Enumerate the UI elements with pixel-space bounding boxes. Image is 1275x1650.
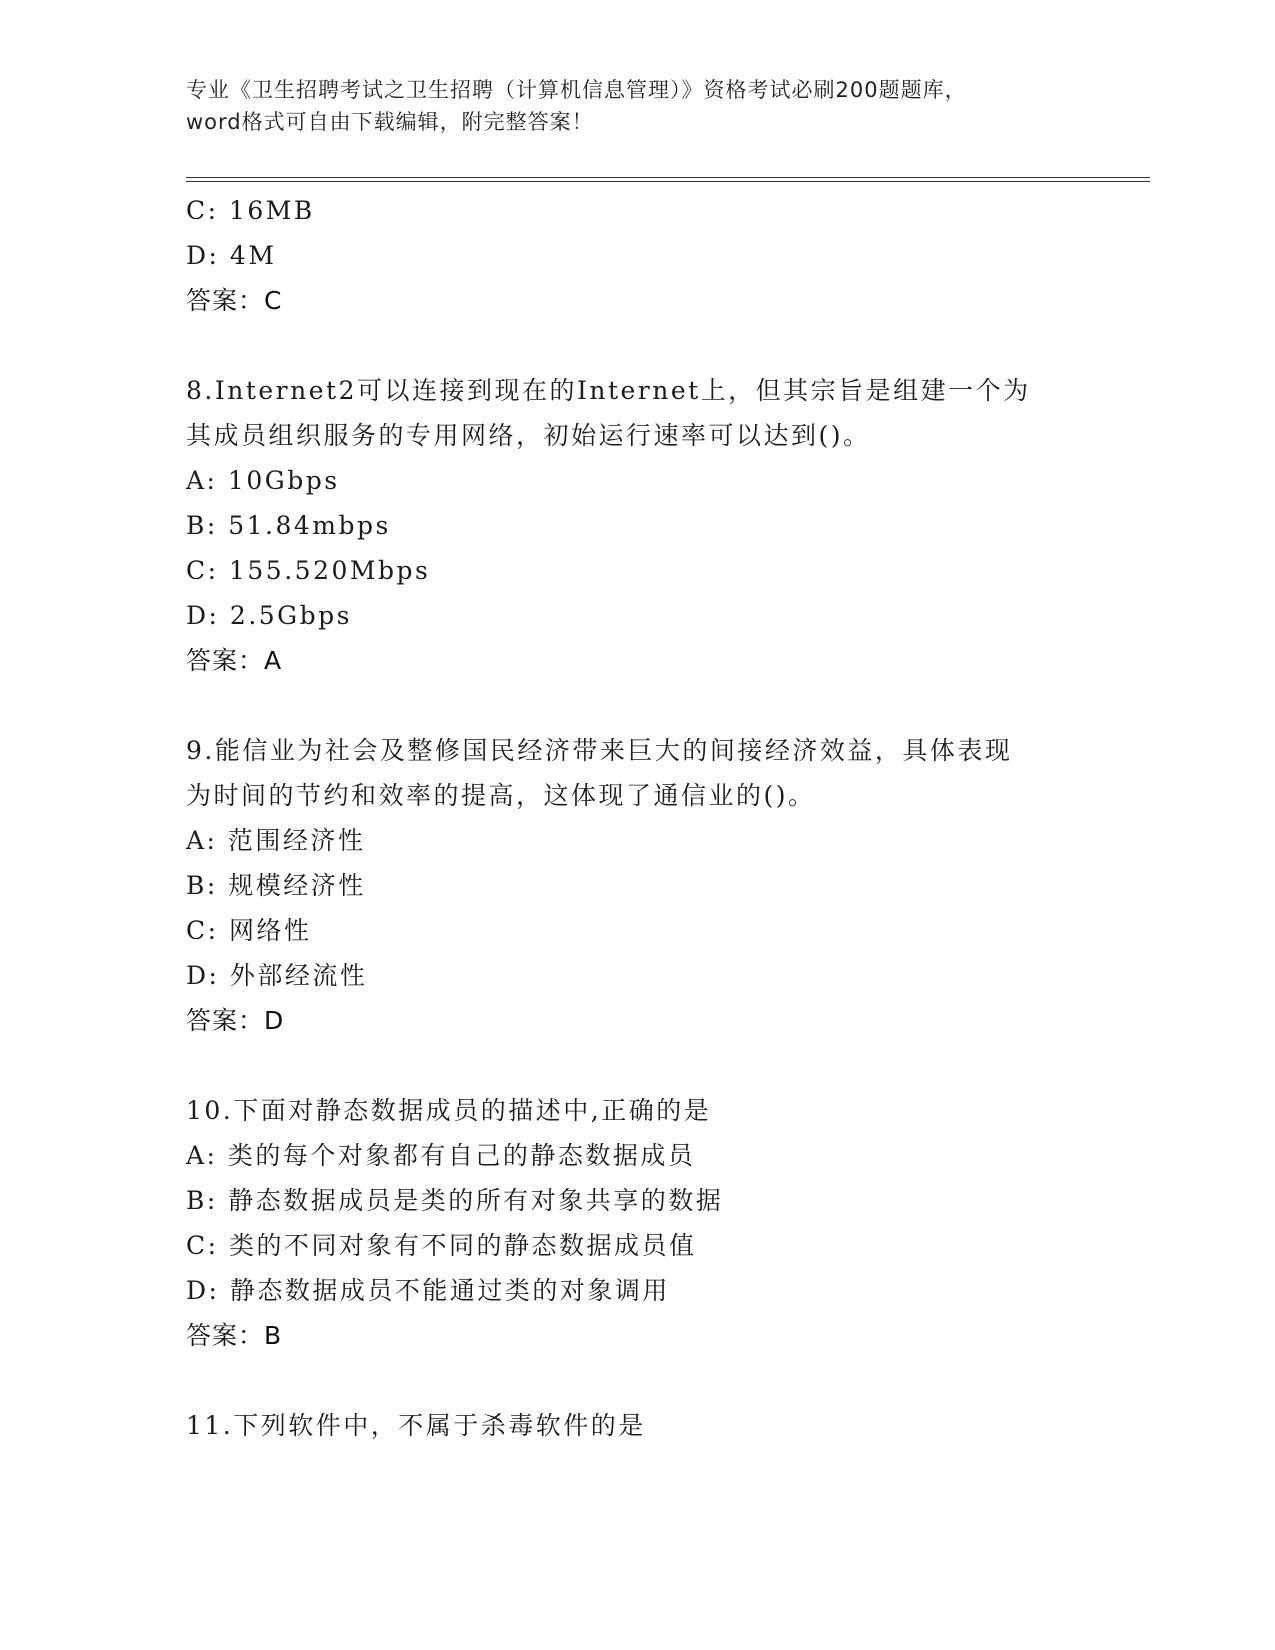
- option-d: D: 静态数据成员不能通过类的对象调用: [186, 1276, 670, 1305]
- question-10: [186, 1088, 1066, 1358]
- spacer: [186, 1358, 1066, 1403]
- header-title-line-2: word格式可自由下载编辑，附完整答案！: [186, 110, 594, 134]
- answer-line: 答案：C: [186, 286, 283, 315]
- header-double-rule: [186, 177, 1150, 182]
- question-text-line: 为时间的节约和效率的提高，这体现了通信业的()。: [186, 781, 816, 810]
- question-11: [186, 1403, 1066, 1448]
- question-text-line: 其成员组织服务的专用网络，初始运行速率可以达到()。: [186, 421, 871, 450]
- question-8: [186, 368, 1066, 683]
- option-c: C: 155.520Mbps: [186, 556, 431, 585]
- question-9: [186, 728, 1066, 1043]
- question-text-line: 11.下列软件中，不属于杀毒软件的是: [186, 1411, 646, 1440]
- option-c: C: 网络性: [186, 916, 312, 945]
- option-c: C: 16MB: [186, 196, 315, 225]
- answer-line: 答案：D: [186, 1006, 285, 1035]
- answer-line: 答案：B: [186, 1321, 283, 1350]
- question-7-continued: [186, 188, 1066, 323]
- option-c: C: 类的不同对象有不同的静态数据成员值: [186, 1231, 697, 1260]
- answer-line: 答案：A: [186, 646, 283, 675]
- spacer: [186, 1043, 1066, 1088]
- spacer: [186, 323, 1066, 368]
- option-b: B: 规模经济性: [186, 871, 366, 900]
- option-d: D: 外部经流性: [186, 961, 368, 990]
- option-d: D: 2.5Gbps: [186, 601, 352, 630]
- option-a: A: 10Gbps: [186, 466, 340, 495]
- question-text-line: 10.下面对静态数据成员的描述中,正确的是: [186, 1096, 712, 1125]
- header-title-line-1: 专业《卫生招聘考试之卫生招聘（计算机信息管理）》资格考试必刷200题题库，: [186, 78, 967, 102]
- option-a: A: 类的每个对象都有自己的静态数据成员: [186, 1141, 696, 1170]
- spacer: [186, 683, 1066, 728]
- option-b: B: 51.84mbps: [186, 511, 391, 540]
- page-header: [186, 74, 1086, 138]
- question-text-line: 9.能信业为社会及整修国民经济带来巨大的间接经济效益，具体表现: [186, 736, 1013, 765]
- option-b: B: 静态数据成员是类的所有对象共享的数据: [186, 1186, 724, 1215]
- option-d: D: 4M: [186, 241, 277, 270]
- option-a: A: 范围经济性: [186, 826, 366, 855]
- question-text-line: 8.Internet2可以连接到现在的Internet上，但其宗旨是组建一个为: [186, 376, 1031, 405]
- question-content: [186, 188, 1066, 1448]
